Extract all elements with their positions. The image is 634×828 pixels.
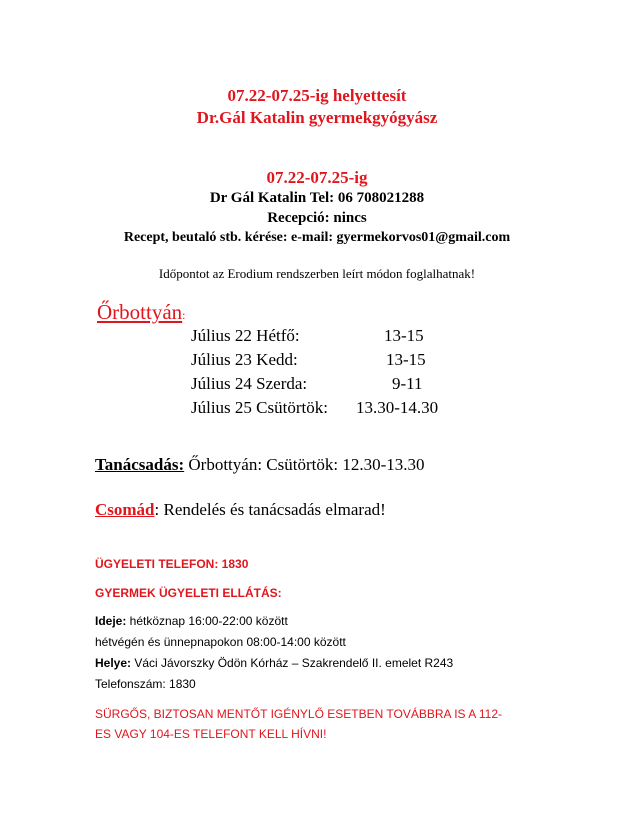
helye-label: Helye: — [95, 656, 132, 670]
schedule-time: 13-15 — [386, 350, 426, 369]
ugyeleti-phone: ÜGYELETI TELEFON: 1830 — [95, 557, 249, 571]
reception: Recepció: nincs — [267, 210, 367, 226]
orbottyan-heading — [97, 300, 186, 325]
schedule-time: 13.30-14.30 — [356, 398, 439, 417]
schedule-time: 9-11 — [392, 374, 423, 393]
orbottyan-title: Őrbottyán — [97, 300, 183, 324]
schedule-day: Július 22 Hétfő: — [191, 326, 300, 345]
helye-line — [95, 656, 453, 670]
request-email: Recept, beutaló stb. kérése: e-mail: gyermekorvos01@gmail.com — [123, 230, 511, 245]
schedule-day: Július 23 Kedd: — [191, 350, 298, 369]
doctor-phone: Dr Gál Katalin Tel: 06 708021288 — [209, 190, 425, 206]
csomad-label: Csomád — [95, 500, 155, 519]
schedule-day: Július 25 Csütörtök: — [191, 398, 328, 417]
csomad-line — [95, 500, 386, 520]
child-care-heading: GYERMEK ÜGYELETI ELLÁTÁS: — [95, 586, 282, 600]
helye-text: Váci Jávorszky Ödön Kórház – Szakrendelő II. emelet R243 — [131, 656, 454, 670]
urgent-line-2: ES VAGY 104-ES TELEFONT KELL HÍVNI! — [95, 727, 327, 741]
erodium-note: Időpontot az Erodium rendszerben leírt módon foglalhatnak! — [158, 266, 476, 281]
schedule-day: Július 24 Szerda: — [191, 374, 308, 393]
csomad-text: : Rendelés és tanácsadás elmarad! — [154, 500, 386, 519]
weekend-hours: hétvégén és ünnepnapokon 08:00-14:00 között — [95, 635, 346, 649]
schedule-time: 13-15 — [384, 326, 424, 345]
ideje-label: Ideje: — [95, 614, 127, 628]
header-line-2: Dr.Gál Katalin gyermekgyógyász — [196, 108, 438, 127]
tanacsadas-line — [95, 455, 425, 475]
tanacsadas-text: Őrbottyán: Csütörtök: 12.30-13.30 — [188, 455, 425, 474]
telefon-number: Telefonszám: 1830 — [95, 677, 196, 691]
header-line-1: 07.22-07.25-ig helyettesít — [227, 86, 407, 105]
contact-dates: 07.22-07.25-ig — [266, 168, 368, 187]
tanacsadas-label: Tanácsadás: — [95, 455, 185, 474]
orbottyan-colon: : — [182, 308, 186, 322]
ideje-text: hétköznap 16:00-22:00 között — [126, 614, 288, 628]
ideje-line — [95, 614, 288, 628]
urgent-line-1: SÜRGŐS, BIZTOSAN MENTŐT IGÉNYLŐ ESETBEN TOVÁBBRA IS A 112- — [95, 707, 503, 721]
